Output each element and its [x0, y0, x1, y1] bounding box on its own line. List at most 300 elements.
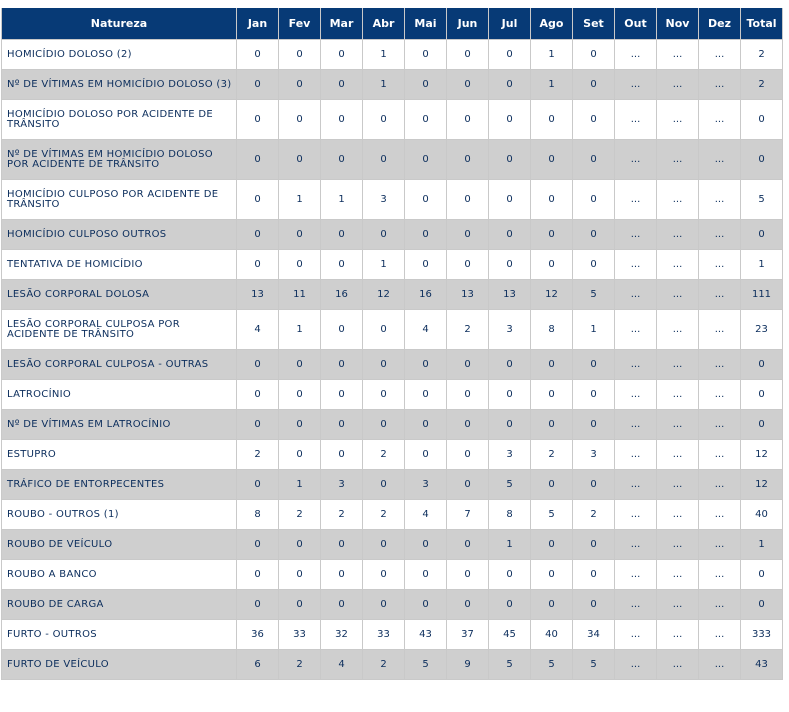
- crime-type-label: HOMICÍDIO DOLOSO (2): [2, 40, 237, 70]
- crime-type-label: ESTUPRO: [2, 440, 237, 470]
- cell-jul: 0: [489, 250, 531, 280]
- cell-dez: ...: [699, 280, 741, 310]
- cell-total: 0: [741, 140, 783, 180]
- cell-jan: 0: [237, 140, 279, 180]
- cell-fev: 0: [279, 250, 321, 280]
- cell-out: ...: [615, 100, 657, 140]
- column-header-ago: Ago: [531, 8, 573, 40]
- crime-type-label: LESÃO CORPORAL DOLOSA: [2, 280, 237, 310]
- cell-jun: 0: [447, 470, 489, 500]
- cell-out: ...: [615, 180, 657, 220]
- cell-dez: ...: [699, 100, 741, 140]
- column-header-mai: Mai: [405, 8, 447, 40]
- column-header-total: Total: [741, 8, 783, 40]
- cell-ago: 5: [531, 650, 573, 680]
- cell-total: 43: [741, 650, 783, 680]
- cell-mar: 0: [321, 250, 363, 280]
- column-header-jan: Jan: [237, 8, 279, 40]
- table-body: [2, 40, 783, 680]
- cell-jun: 0: [447, 180, 489, 220]
- table-row: [2, 530, 783, 560]
- column-header-dez: Dez: [699, 8, 741, 40]
- cell-nov: ...: [657, 440, 699, 470]
- column-header-nov: Nov: [657, 8, 699, 40]
- cell-jul: 0: [489, 380, 531, 410]
- cell-total: 5: [741, 180, 783, 220]
- table-row: [2, 350, 783, 380]
- table-row: [2, 500, 783, 530]
- cell-out: ...: [615, 70, 657, 100]
- cell-nov: ...: [657, 310, 699, 350]
- cell-mai: 0: [405, 140, 447, 180]
- cell-mar: 0: [321, 590, 363, 620]
- cell-ago: 0: [531, 560, 573, 590]
- cell-mai: 0: [405, 250, 447, 280]
- cell-abr: 33: [363, 620, 405, 650]
- cell-jul: 3: [489, 440, 531, 470]
- cell-jan: 0: [237, 560, 279, 590]
- cell-jun: 0: [447, 100, 489, 140]
- cell-fev: 33: [279, 620, 321, 650]
- cell-mai: 0: [405, 180, 447, 220]
- cell-ago: 1: [531, 70, 573, 100]
- cell-nov: ...: [657, 280, 699, 310]
- cell-mai: 4: [405, 500, 447, 530]
- cell-out: ...: [615, 140, 657, 180]
- cell-jul: 0: [489, 70, 531, 100]
- cell-mar: 4: [321, 650, 363, 680]
- cell-ago: 0: [531, 100, 573, 140]
- cell-nov: ...: [657, 500, 699, 530]
- cell-total: 2: [741, 70, 783, 100]
- cell-ago: 0: [531, 410, 573, 440]
- cell-dez: ...: [699, 70, 741, 100]
- cell-set: 5: [573, 280, 615, 310]
- cell-mai: 0: [405, 350, 447, 380]
- cell-set: 0: [573, 470, 615, 500]
- table-row: [2, 310, 783, 350]
- crime-type-label: Nº DE VÍTIMAS EM LATROCÍNIO: [2, 410, 237, 440]
- cell-abr: 2: [363, 650, 405, 680]
- cell-jan: 36: [237, 620, 279, 650]
- table-row: [2, 220, 783, 250]
- cell-jan: 0: [237, 220, 279, 250]
- cell-ago: 0: [531, 530, 573, 560]
- cell-mar: 0: [321, 530, 363, 560]
- cell-set: 0: [573, 410, 615, 440]
- cell-fev: 0: [279, 70, 321, 100]
- cell-total: 0: [741, 410, 783, 440]
- cell-dez: ...: [699, 620, 741, 650]
- cell-jun: 0: [447, 590, 489, 620]
- crime-type-label: FURTO - OUTROS: [2, 620, 237, 650]
- column-header-abr: Abr: [363, 8, 405, 40]
- cell-out: ...: [615, 350, 657, 380]
- cell-set: 2: [573, 500, 615, 530]
- cell-mar: 0: [321, 140, 363, 180]
- table-row: [2, 650, 783, 680]
- cell-total: 2: [741, 40, 783, 70]
- crime-statistics-table: [1, 8, 783, 680]
- cell-dez: ...: [699, 250, 741, 280]
- cell-mai: 4: [405, 310, 447, 350]
- cell-dez: ...: [699, 650, 741, 680]
- cell-out: ...: [615, 470, 657, 500]
- cell-ago: 0: [531, 470, 573, 500]
- cell-abr: 0: [363, 470, 405, 500]
- cell-mai: 0: [405, 530, 447, 560]
- cell-nov: ...: [657, 140, 699, 180]
- cell-jul: 0: [489, 350, 531, 380]
- cell-out: ...: [615, 220, 657, 250]
- cell-nov: ...: [657, 530, 699, 560]
- crime-type-label: HOMICÍDIO CULPOSO OUTROS: [2, 220, 237, 250]
- cell-total: 0: [741, 350, 783, 380]
- table-row: [2, 140, 783, 180]
- cell-ago: 2: [531, 440, 573, 470]
- cell-fev: 2: [279, 650, 321, 680]
- cell-fev: 0: [279, 140, 321, 180]
- cell-out: ...: [615, 500, 657, 530]
- cell-ago: 0: [531, 220, 573, 250]
- cell-abr: 0: [363, 530, 405, 560]
- cell-mai: 0: [405, 440, 447, 470]
- cell-jan: 0: [237, 470, 279, 500]
- cell-mar: 0: [321, 70, 363, 100]
- cell-total: 0: [741, 220, 783, 250]
- cell-out: ...: [615, 250, 657, 280]
- cell-fev: 0: [279, 220, 321, 250]
- cell-set: 0: [573, 250, 615, 280]
- table-row: [2, 470, 783, 500]
- table-row: [2, 380, 783, 410]
- cell-jan: 0: [237, 380, 279, 410]
- cell-jan: 0: [237, 70, 279, 100]
- cell-abr: 0: [363, 590, 405, 620]
- cell-out: ...: [615, 560, 657, 590]
- cell-jun: 0: [447, 70, 489, 100]
- cell-mar: 2: [321, 500, 363, 530]
- cell-out: ...: [615, 590, 657, 620]
- cell-out: ...: [615, 440, 657, 470]
- cell-jan: 0: [237, 250, 279, 280]
- table-row: [2, 70, 783, 100]
- cell-mai: 3: [405, 470, 447, 500]
- cell-mar: 32: [321, 620, 363, 650]
- cell-mai: 16: [405, 280, 447, 310]
- cell-jul: 0: [489, 40, 531, 70]
- cell-fev: 0: [279, 100, 321, 140]
- cell-mai: 0: [405, 590, 447, 620]
- cell-out: ...: [615, 410, 657, 440]
- cell-fev: 0: [279, 560, 321, 590]
- table-row: [2, 560, 783, 590]
- cell-abr: 0: [363, 140, 405, 180]
- cell-total: 0: [741, 380, 783, 410]
- cell-abr: 0: [363, 310, 405, 350]
- cell-nov: ...: [657, 40, 699, 70]
- cell-mar: 0: [321, 220, 363, 250]
- cell-jun: 7: [447, 500, 489, 530]
- cell-jul: 5: [489, 470, 531, 500]
- table-row: [2, 590, 783, 620]
- crime-type-label: Nº DE VÍTIMAS EM HOMICÍDIO DOLOSO (3): [2, 70, 237, 100]
- crime-type-label: ROUBO - OUTROS (1): [2, 500, 237, 530]
- cell-jul: 0: [489, 180, 531, 220]
- cell-set: 5: [573, 650, 615, 680]
- cell-mai: 0: [405, 560, 447, 590]
- cell-nov: ...: [657, 380, 699, 410]
- cell-jun: 9: [447, 650, 489, 680]
- cell-fev: 0: [279, 350, 321, 380]
- cell-ago: 12: [531, 280, 573, 310]
- crime-type-label: LATROCÍNIO: [2, 380, 237, 410]
- cell-mar: 16: [321, 280, 363, 310]
- cell-fev: 0: [279, 440, 321, 470]
- cell-jul: 0: [489, 220, 531, 250]
- cell-nov: ...: [657, 470, 699, 500]
- cell-nov: ...: [657, 620, 699, 650]
- cell-nov: ...: [657, 560, 699, 590]
- cell-jul: 1: [489, 530, 531, 560]
- cell-total: 333: [741, 620, 783, 650]
- table-header-row: [2, 8, 783, 40]
- cell-ago: 0: [531, 590, 573, 620]
- column-header-jun: Jun: [447, 8, 489, 40]
- cell-fev: 11: [279, 280, 321, 310]
- cell-jan: 8: [237, 500, 279, 530]
- cell-set: 0: [573, 180, 615, 220]
- cell-fev: 0: [279, 410, 321, 440]
- cell-abr: 1: [363, 40, 405, 70]
- cell-jul: 13: [489, 280, 531, 310]
- cell-ago: 40: [531, 620, 573, 650]
- cell-jun: 0: [447, 40, 489, 70]
- crime-type-label: ROUBO A BANCO: [2, 560, 237, 590]
- cell-jul: 45: [489, 620, 531, 650]
- crime-type-label: ROUBO DE CARGA: [2, 590, 237, 620]
- cell-abr: 1: [363, 250, 405, 280]
- cell-dez: ...: [699, 310, 741, 350]
- cell-jan: 0: [237, 100, 279, 140]
- crime-type-label: Nº DE VÍTIMAS EM HOMICÍDIO DOLOSO POR ACIDENTE DE TRÂNSITO: [2, 140, 237, 180]
- cell-dez: ...: [699, 140, 741, 180]
- cell-jan: 0: [237, 180, 279, 220]
- cell-mar: 3: [321, 470, 363, 500]
- cell-out: ...: [615, 280, 657, 310]
- crime-type-label: TRÁFICO DE ENTORPECENTES: [2, 470, 237, 500]
- cell-ago: 0: [531, 350, 573, 380]
- cell-abr: 2: [363, 500, 405, 530]
- cell-jun: 0: [447, 250, 489, 280]
- cell-jun: 0: [447, 410, 489, 440]
- cell-jun: 2: [447, 310, 489, 350]
- cell-mai: 0: [405, 70, 447, 100]
- cell-total: 12: [741, 470, 783, 500]
- cell-jan: 0: [237, 530, 279, 560]
- cell-jan: 0: [237, 350, 279, 380]
- cell-mai: 0: [405, 220, 447, 250]
- cell-abr: 1: [363, 70, 405, 100]
- cell-abr: 12: [363, 280, 405, 310]
- cell-set: 0: [573, 560, 615, 590]
- cell-mar: 1: [321, 180, 363, 220]
- cell-total: 0: [741, 590, 783, 620]
- crime-type-label: FURTO DE VEÍCULO: [2, 650, 237, 680]
- table-row: [2, 280, 783, 310]
- cell-dez: ...: [699, 40, 741, 70]
- column-header-out: Out: [615, 8, 657, 40]
- cell-mai: 0: [405, 380, 447, 410]
- cell-out: ...: [615, 530, 657, 560]
- cell-jun: 0: [447, 140, 489, 180]
- cell-jul: 8: [489, 500, 531, 530]
- cell-fev: 1: [279, 470, 321, 500]
- cell-nov: ...: [657, 350, 699, 380]
- cell-nov: ...: [657, 650, 699, 680]
- cell-jun: 13: [447, 280, 489, 310]
- cell-dez: ...: [699, 180, 741, 220]
- cell-jul: 0: [489, 100, 531, 140]
- column-header-set: Set: [573, 8, 615, 40]
- cell-fev: 1: [279, 180, 321, 220]
- crime-type-label: LESÃO CORPORAL CULPOSA - OUTRAS: [2, 350, 237, 380]
- cell-dez: ...: [699, 440, 741, 470]
- cell-set: 0: [573, 70, 615, 100]
- cell-fev: 1: [279, 310, 321, 350]
- crime-type-label: HOMICÍDIO DOLOSO POR ACIDENTE DE TRÂNSITO: [2, 100, 237, 140]
- cell-abr: 2: [363, 440, 405, 470]
- cell-fev: 2: [279, 500, 321, 530]
- cell-jun: 0: [447, 350, 489, 380]
- cell-mai: 0: [405, 100, 447, 140]
- cell-jun: 37: [447, 620, 489, 650]
- cell-dez: ...: [699, 410, 741, 440]
- cell-set: 0: [573, 40, 615, 70]
- cell-dez: ...: [699, 500, 741, 530]
- cell-total: 0: [741, 100, 783, 140]
- cell-ago: 0: [531, 380, 573, 410]
- cell-ago: 0: [531, 140, 573, 180]
- cell-set: 0: [573, 380, 615, 410]
- cell-mar: 0: [321, 40, 363, 70]
- cell-nov: ...: [657, 70, 699, 100]
- cell-dez: ...: [699, 350, 741, 380]
- cell-nov: ...: [657, 220, 699, 250]
- table-row: [2, 410, 783, 440]
- cell-mar: 0: [321, 440, 363, 470]
- cell-fev: 0: [279, 380, 321, 410]
- cell-abr: 0: [363, 380, 405, 410]
- column-header-mar: Mar: [321, 8, 363, 40]
- cell-out: ...: [615, 620, 657, 650]
- cell-out: ...: [615, 380, 657, 410]
- cell-fev: 0: [279, 590, 321, 620]
- cell-ago: 5: [531, 500, 573, 530]
- cell-mar: 0: [321, 100, 363, 140]
- cell-mai: 0: [405, 40, 447, 70]
- cell-jul: 0: [489, 590, 531, 620]
- cell-nov: ...: [657, 410, 699, 440]
- cell-mai: 43: [405, 620, 447, 650]
- cell-total: 40: [741, 500, 783, 530]
- cell-jan: 2: [237, 440, 279, 470]
- cell-jan: 13: [237, 280, 279, 310]
- cell-abr: 0: [363, 220, 405, 250]
- cell-nov: ...: [657, 250, 699, 280]
- cell-jul: 0: [489, 560, 531, 590]
- cell-nov: ...: [657, 100, 699, 140]
- cell-mar: 0: [321, 380, 363, 410]
- cell-abr: 0: [363, 100, 405, 140]
- cell-dez: ...: [699, 590, 741, 620]
- cell-set: 1: [573, 310, 615, 350]
- cell-set: 0: [573, 350, 615, 380]
- cell-nov: ...: [657, 590, 699, 620]
- crime-type-label: TENTATIVA DE HOMICÍDIO: [2, 250, 237, 280]
- cell-mar: 0: [321, 350, 363, 380]
- cell-total: 12: [741, 440, 783, 470]
- cell-set: 3: [573, 440, 615, 470]
- cell-out: ...: [615, 40, 657, 70]
- cell-jan: 4: [237, 310, 279, 350]
- cell-dez: ...: [699, 470, 741, 500]
- cell-mai: 0: [405, 410, 447, 440]
- cell-jun: 0: [447, 440, 489, 470]
- cell-jun: 0: [447, 220, 489, 250]
- column-header-natureza: Natureza: [2, 8, 237, 40]
- cell-jan: 0: [237, 590, 279, 620]
- cell-set: 0: [573, 530, 615, 560]
- cell-total: 23: [741, 310, 783, 350]
- cell-abr: 0: [363, 410, 405, 440]
- table-row: [2, 250, 783, 280]
- cell-jul: 5: [489, 650, 531, 680]
- crime-statistics-panel: [1, 8, 782, 680]
- cell-mai: 5: [405, 650, 447, 680]
- cell-total: 111: [741, 280, 783, 310]
- cell-dez: ...: [699, 380, 741, 410]
- column-header-fev: Fev: [279, 8, 321, 40]
- cell-total: 0: [741, 560, 783, 590]
- cell-ago: 1: [531, 40, 573, 70]
- cell-ago: 8: [531, 310, 573, 350]
- cell-mar: 0: [321, 410, 363, 440]
- cell-jul: 0: [489, 140, 531, 180]
- cell-fev: 0: [279, 530, 321, 560]
- cell-jul: 0: [489, 410, 531, 440]
- cell-fev: 0: [279, 40, 321, 70]
- table-row: [2, 180, 783, 220]
- cell-ago: 0: [531, 180, 573, 220]
- cell-abr: 0: [363, 350, 405, 380]
- cell-out: ...: [615, 650, 657, 680]
- column-header-jul: Jul: [489, 8, 531, 40]
- cell-total: 1: [741, 250, 783, 280]
- cell-set: 0: [573, 100, 615, 140]
- cell-dez: ...: [699, 220, 741, 250]
- cell-set: 0: [573, 140, 615, 180]
- cell-dez: ...: [699, 530, 741, 560]
- cell-dez: ...: [699, 560, 741, 590]
- cell-set: 0: [573, 220, 615, 250]
- cell-total: 1: [741, 530, 783, 560]
- cell-jun: 0: [447, 530, 489, 560]
- crime-type-label: LESÃO CORPORAL CULPOSA POR ACIDENTE DE TRÂNSITO: [2, 310, 237, 350]
- crime-type-label: ROUBO DE VEÍCULO: [2, 530, 237, 560]
- cell-abr: 3: [363, 180, 405, 220]
- cell-mar: 0: [321, 310, 363, 350]
